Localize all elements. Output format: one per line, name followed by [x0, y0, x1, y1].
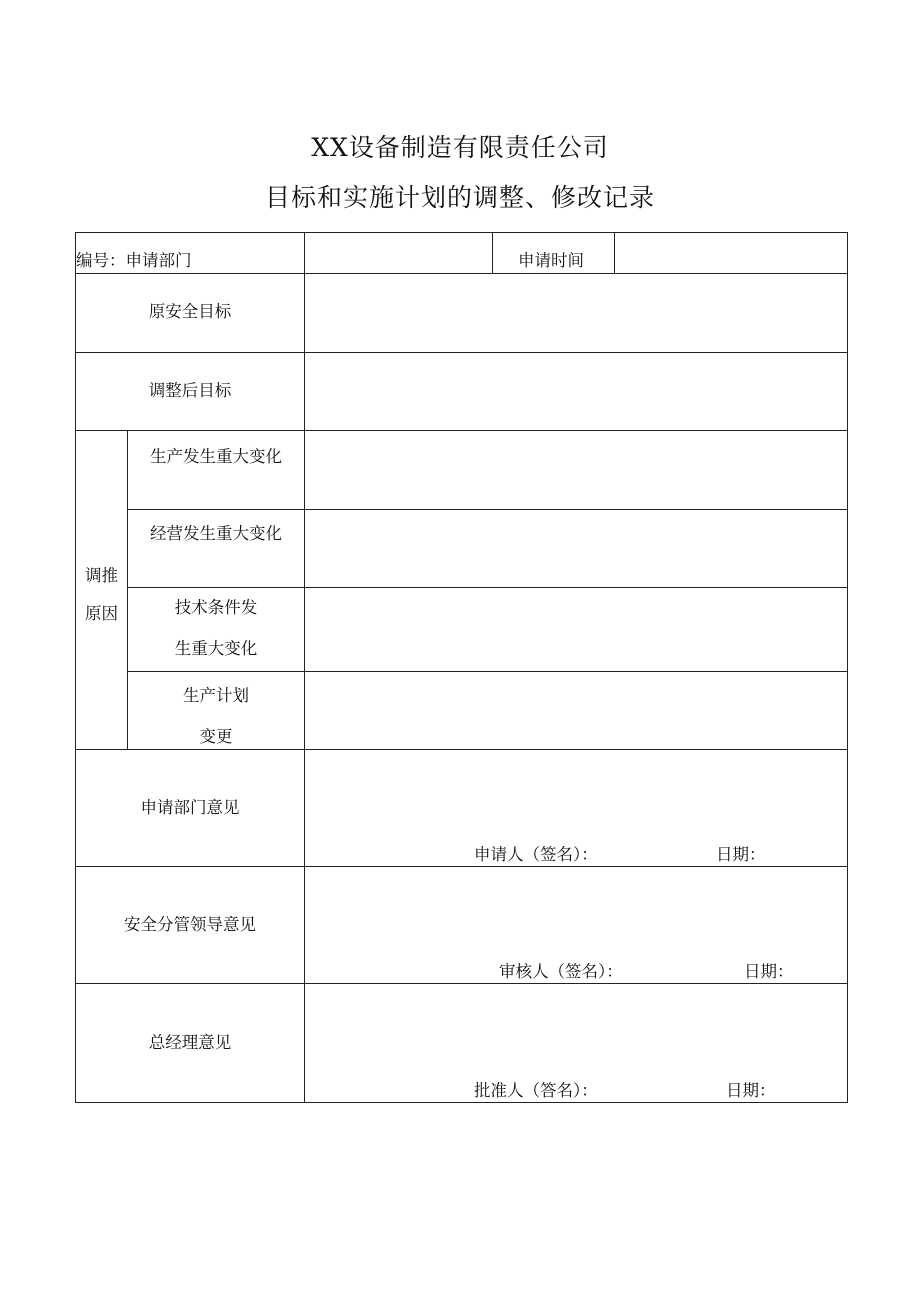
table-line	[847, 232, 848, 1102]
table-line	[492, 232, 493, 273]
reason-business-field[interactable]	[305, 510, 847, 587]
original-target-field[interactable]	[305, 274, 847, 352]
company-title: XX设备制造有限责任公司	[311, 133, 609, 162]
reason-label-line1: 调推	[85, 566, 118, 585]
safety-opinion-label: 安全分管领导意见	[124, 915, 256, 934]
dept-opinion-label: 申请部门意见	[140, 798, 240, 817]
safety-sign-label: 审核人（签名）：	[499, 962, 623, 981]
department-field[interactable]	[305, 233, 492, 273]
apply-time-label: 申请时间	[518, 251, 584, 270]
original-target-label: 原安全目标	[148, 302, 232, 321]
reason-label-line2: 原因	[85, 604, 118, 623]
reason-plan-label-line2: 变更	[199, 727, 233, 746]
safety-opinion-field[interactable]	[305, 867, 847, 957]
number-dept-label: 编号：申请部门	[76, 251, 192, 270]
adjusted-target-label: 调整后目标	[148, 381, 232, 400]
reason-production-label: 生产发生重大变化	[150, 447, 282, 466]
reason-production-field[interactable]	[305, 431, 847, 509]
apply-time-field[interactable]	[615, 233, 847, 273]
reason-business-label: 经营发生重大变化	[150, 524, 282, 543]
dept-sign-label: 申请人（签名）：	[474, 845, 598, 864]
dept-date-label: 日期：	[716, 845, 766, 864]
dept-opinion-field[interactable]	[305, 750, 847, 840]
reason-tech-label-line1: 技术条件发	[174, 598, 258, 617]
table-line	[75, 232, 76, 1102]
reason-plan-field[interactable]	[305, 672, 847, 749]
table-line	[75, 1102, 848, 1103]
adjusted-target-field[interactable]	[305, 353, 847, 430]
gm-opinion-field[interactable]	[305, 984, 847, 1076]
form-title: 目标和实施计划的调整、修改记录	[264, 183, 655, 212]
gm-opinion-label: 总经理意见	[148, 1033, 232, 1052]
reason-plan-label-line1: 生产计划	[183, 686, 249, 705]
reason-tech-field[interactable]	[305, 588, 847, 671]
safety-date-label: 日期：	[744, 962, 794, 981]
reason-tech-label-line2: 生重大变化	[174, 639, 258, 658]
gm-sign-label: 批准人（答名）：	[474, 1081, 598, 1100]
gm-date-label: 日期：	[726, 1081, 776, 1100]
